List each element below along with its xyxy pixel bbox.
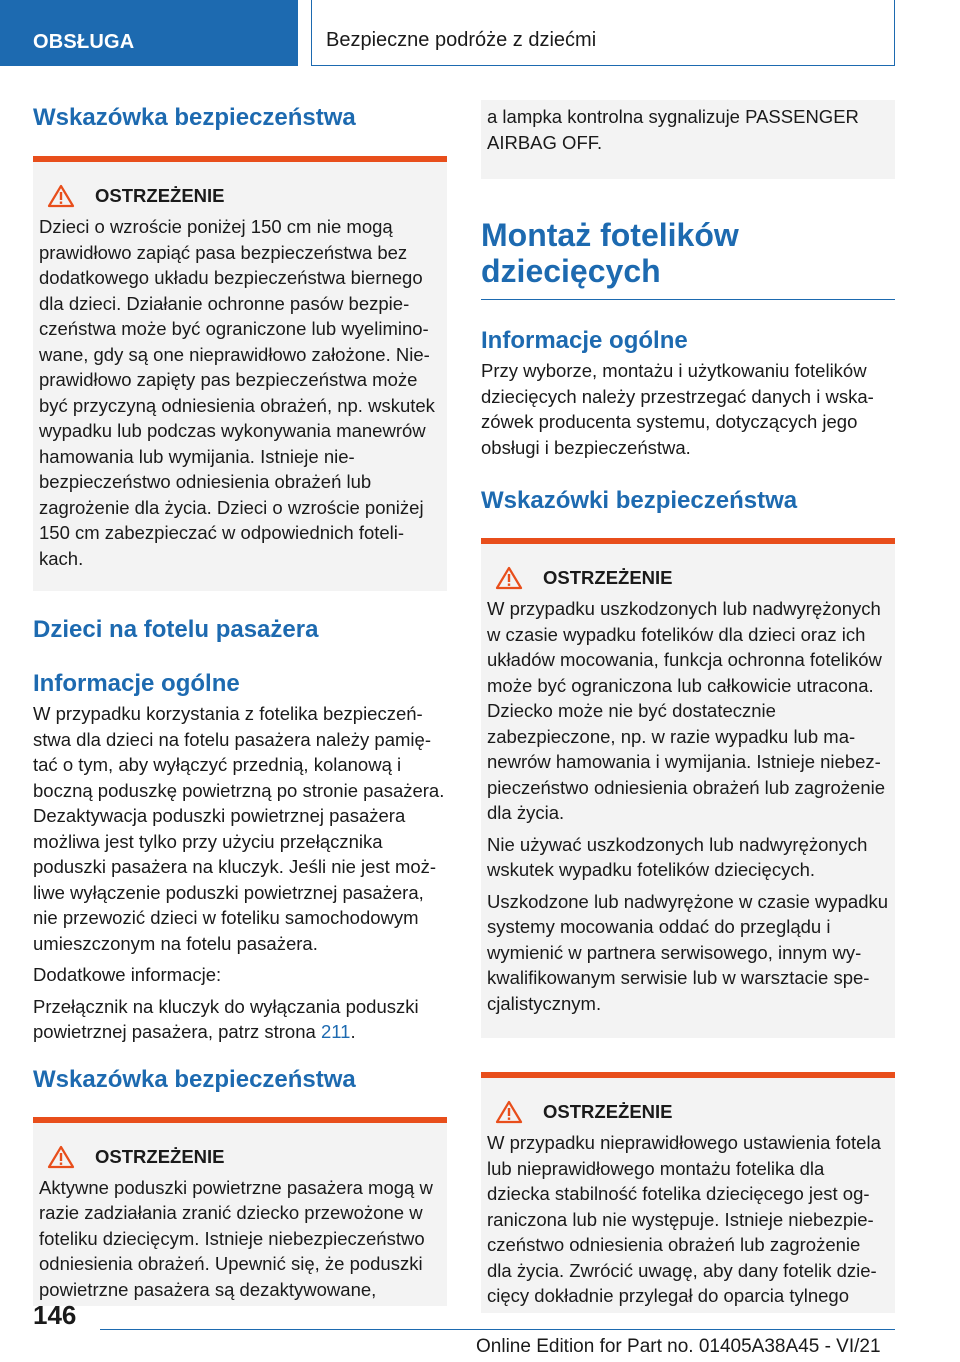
footer-divider — [100, 1329, 895, 1330]
edition-info: Online Edition for Part no. 01405A38A45 - VI/21 — [476, 1336, 881, 1357]
warning-continuation — [481, 100, 895, 179]
safety-heading-2: Wskazówka bezpieczeństwa — [33, 1065, 356, 1093]
warning-text-1: W przypadku uszkodzonych lub nadwyrężonych w czasie wypadku fotelików dla dzieci oraz ich układów mocowania, funkcja ochronna fotelików może być ograniczona lub całkowicie utracona. Dziecko może nie być dostatecznie zabezpieczone, np. w razie wypadku lub manewrów hamowania i wymijania. Istnieje niebezpieczeństwo odniesienia obrażeń lub zagrożenie dla życia. — [487, 598, 886, 823]
section-tab[interactable]: OBSŁUGA — [0, 0, 298, 66]
warning-triangle-icon — [47, 184, 75, 208]
warning-text: Dzieci o wzroście poniżej 150 cm nie mogą prawidłowo zapiąć pasa bezpieczeństwa bez dodatkowego układu bezpieczeństwa biernego dla dzieci. Działanie ochronne pasów bezpieczeństwa może być ograniczone lub wyeliminowane, gdy są one nieprawidłowo założone. Nieprawidłowo zapięty pas bezpieczeństwa może być przyczyną odniesienia obrażeń, np. wskutek wypadku lub podczas wykonywania manewrów hamowania lub wymijania. Istnieje niebezpieczeństwo odniesienia obrażeń lub zagrożenie dla życia. Dzieci o wzroście poniżej 150 cm zabezpieczać w odpowiednich fotelikach. — [39, 216, 435, 569]
switch-reference-text: Przełącznik na kluczyk do wyłączania poduszki powietrznej pasażera, patrz strona — [33, 995, 419, 1042]
warning-box — [33, 156, 447, 591]
warning-text-2: Nie używać uszkodzonych lub nadwyrężonych wskutek wypadku fotelików dziecięcych. — [487, 833, 868, 880]
warning-text: W przypadku nieprawidłowego ustawienia fotela lub nieprawidłowego montażu fotelika dla dziecka stabilność fotelika dziecięcego jest ograniczona lub nie występuje. Istnieje niebezpieczeństwo odniesienia obrażeń lub zagrożenie dla życia. Zwrócić uwagę, aby dany fotelik dziecięcy dokładnie przylegał do oparcia tylnego — [487, 1132, 881, 1306]
warning-box-2 — [33, 1117, 447, 1307]
warning-label: OSTRZEŻENIE — [95, 1145, 225, 1167]
page-header — [0, 0, 960, 66]
warning-header — [39, 184, 441, 208]
safety-heading: Wskazówki bezpieczeństwa — [481, 487, 798, 514]
passenger-heading: Dzieci na fotelu pasażera — [33, 616, 319, 643]
general-info-heading: Informacje ogólne — [481, 327, 688, 354]
warning-header — [487, 1100, 889, 1124]
warning-text-3: Uszkodzone lub nadwyrężone w czasie wypadku systemy mocowania oddać do przeglądu i wymienić w partnera serwisowego, innym wykwalifikowanym serwisie lub w warsztacie specjalistycznym. — [487, 890, 889, 1014]
right-column — [481, 100, 895, 1313]
warning-text: Aktywne poduszki powietrzne pasażera mogą w razie zadziałania zranić dziecko przewożone w foteliku dziecięcym. Istnieje niebezpieczeństwo odniesienia obrażeń. Upewnić się, że poduszki powietrzne pasażera są dezaktywowane, — [39, 1176, 433, 1300]
warning-box-3 — [481, 538, 895, 1038]
general-info-text: W przypadku korzystania z fotelika bezpieczeństwa dla dzieci na fotelu pasażera należy pamiętać o tym, aby wyłączyć przednią, kolanową i boczną poduszkę powietrzną po stronie pasażera. Dezaktywacja poduszki powietrznej pasażera możliwa jest tylko przy użyciu przełącznika poduszki pasażera na kluczyk. Jeśli nie jest możliwe wyłączenie poduszki powietrznej pasażera, nie przewozić dzieci w foteliku samochodowym umieszczonym na fotelu pasażera. — [33, 703, 445, 954]
page-link[interactable]: 211 — [320, 1021, 351, 1042]
warning-label: OSTRZEŻENIE — [543, 1101, 673, 1122]
warning-label: OSTRZEŻENIE — [543, 567, 673, 588]
additional-info-label: Dodatkowe informacje: — [33, 964, 222, 985]
safety-heading: Wskazówka bezpieczeństwa — [33, 104, 356, 131]
general-info-text: Przy wyborze, montażu i użytkowaniu fotelików dziecięcych należy przestrzegać danych i wskazówek producenta systemu, dotyczących jego obsługi i bezpieczeństwa. — [481, 360, 874, 458]
warning-triangle-icon — [495, 1100, 523, 1124]
left-column — [33, 100, 447, 1306]
general-info-heading: Informacje ogólne — [33, 670, 240, 697]
warning-label: OSTRZEŻENIE — [95, 185, 225, 206]
continuation-text: a lampka kontrolna sygnalizuje PASSENGER AIRBAG OFF. — [487, 106, 859, 153]
chapter-title: Bezpieczne podróże z dziećmi — [311, 0, 895, 66]
warning-triangle-icon — [47, 1145, 75, 1169]
switch-reference-end: . — [350, 1021, 356, 1042]
warning-header — [39, 1145, 441, 1169]
page-number: 146 — [33, 1300, 77, 1330]
warning-triangle-icon — [495, 566, 523, 590]
warning-header — [487, 566, 889, 590]
mount-heading: Montaż fotelików dziecięcych — [481, 217, 895, 300]
warning-box-4 — [481, 1072, 895, 1313]
switch-reference — [33, 994, 447, 1045]
